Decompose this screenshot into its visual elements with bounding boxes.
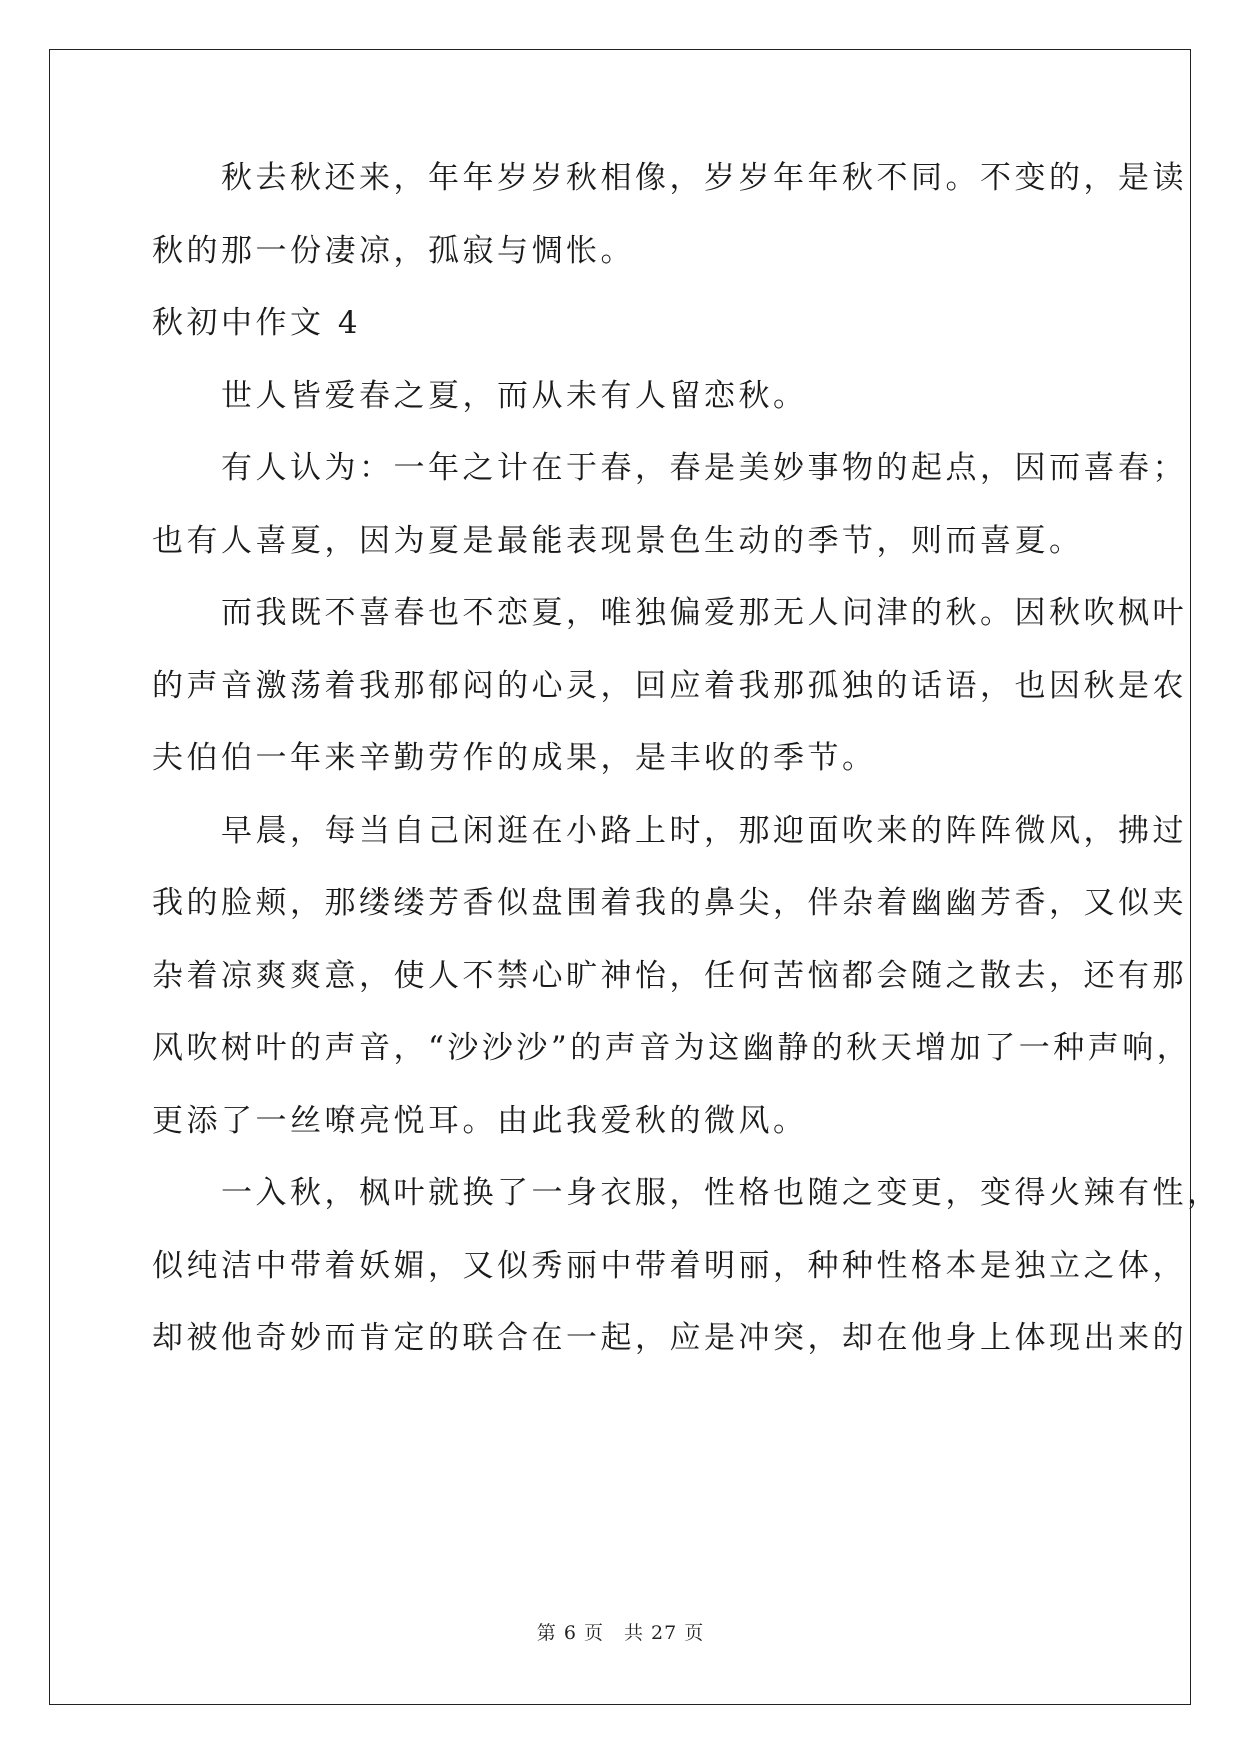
section-heading: 秋初中作文 4 xyxy=(152,305,362,341)
text-line: 却被他奇妙而肯定的联合在一起，应是冲突，却在他身上体现出来的 xyxy=(152,1320,1187,1356)
page-number: 第 6 页 共 27 页 xyxy=(536,1622,705,1644)
text-line: 秋去秋还来，年年岁岁秋相像，岁岁年年秋不同。不变的，是读 xyxy=(152,160,1187,196)
text-line: 似纯洁中带着妖媚，又似秀丽中带着明丽，种种性格本是独立之体， xyxy=(152,1248,1187,1284)
page-border xyxy=(49,49,1191,1705)
text-line: 风吹树叶的声音，“沙沙沙”的声音为这幽静的秋天增加了一种声响， xyxy=(152,1030,1192,1066)
text-line: 而我既不喜春也不恋夏，唯独偏爱那无人问津的秋。因秋吹枫叶 xyxy=(152,595,1187,631)
text-line: 杂着凉爽爽意，使人不禁心旷神怡，任何苦恼都会随之散去，还有那 xyxy=(152,958,1187,994)
text-line: 我的脸颊，那缕缕芳香似盘围着我的鼻尖，伴杂着幽幽芳香，又似夹 xyxy=(152,885,1187,921)
text-line: 早晨，每当自己闲逛在小路上时，那迎面吹来的阵阵微风，拂过 xyxy=(152,813,1187,849)
text-line: 更添了一丝嘹亮悦耳。由此我爱秋的微风。 xyxy=(152,1103,808,1139)
text-line: 有人认为：一年之计在于春，春是美妙事物的起点，因而喜春； xyxy=(152,450,1187,486)
text-line: 夫伯伯一年来辛勤劳作的成果，是丰收的季节。 xyxy=(152,740,877,776)
text-line: 也有人喜夏，因为夏是最能表现景色生动的季节，则而喜夏。 xyxy=(152,523,1084,559)
text-line: 秋的那一份凄凉，孤寂与惆怅。 xyxy=(152,233,635,269)
text-line: 一入秋，枫叶就换了一身衣服，性格也随之变更，变得火辣有性， xyxy=(152,1175,1222,1211)
text-line: 世人皆爱春之夏，而从未有人留恋秋。 xyxy=(152,378,808,414)
text-line: 的声音激荡着我那郁闷的心灵，回应着我那孤独的话语，也因秋是农 xyxy=(152,668,1187,704)
